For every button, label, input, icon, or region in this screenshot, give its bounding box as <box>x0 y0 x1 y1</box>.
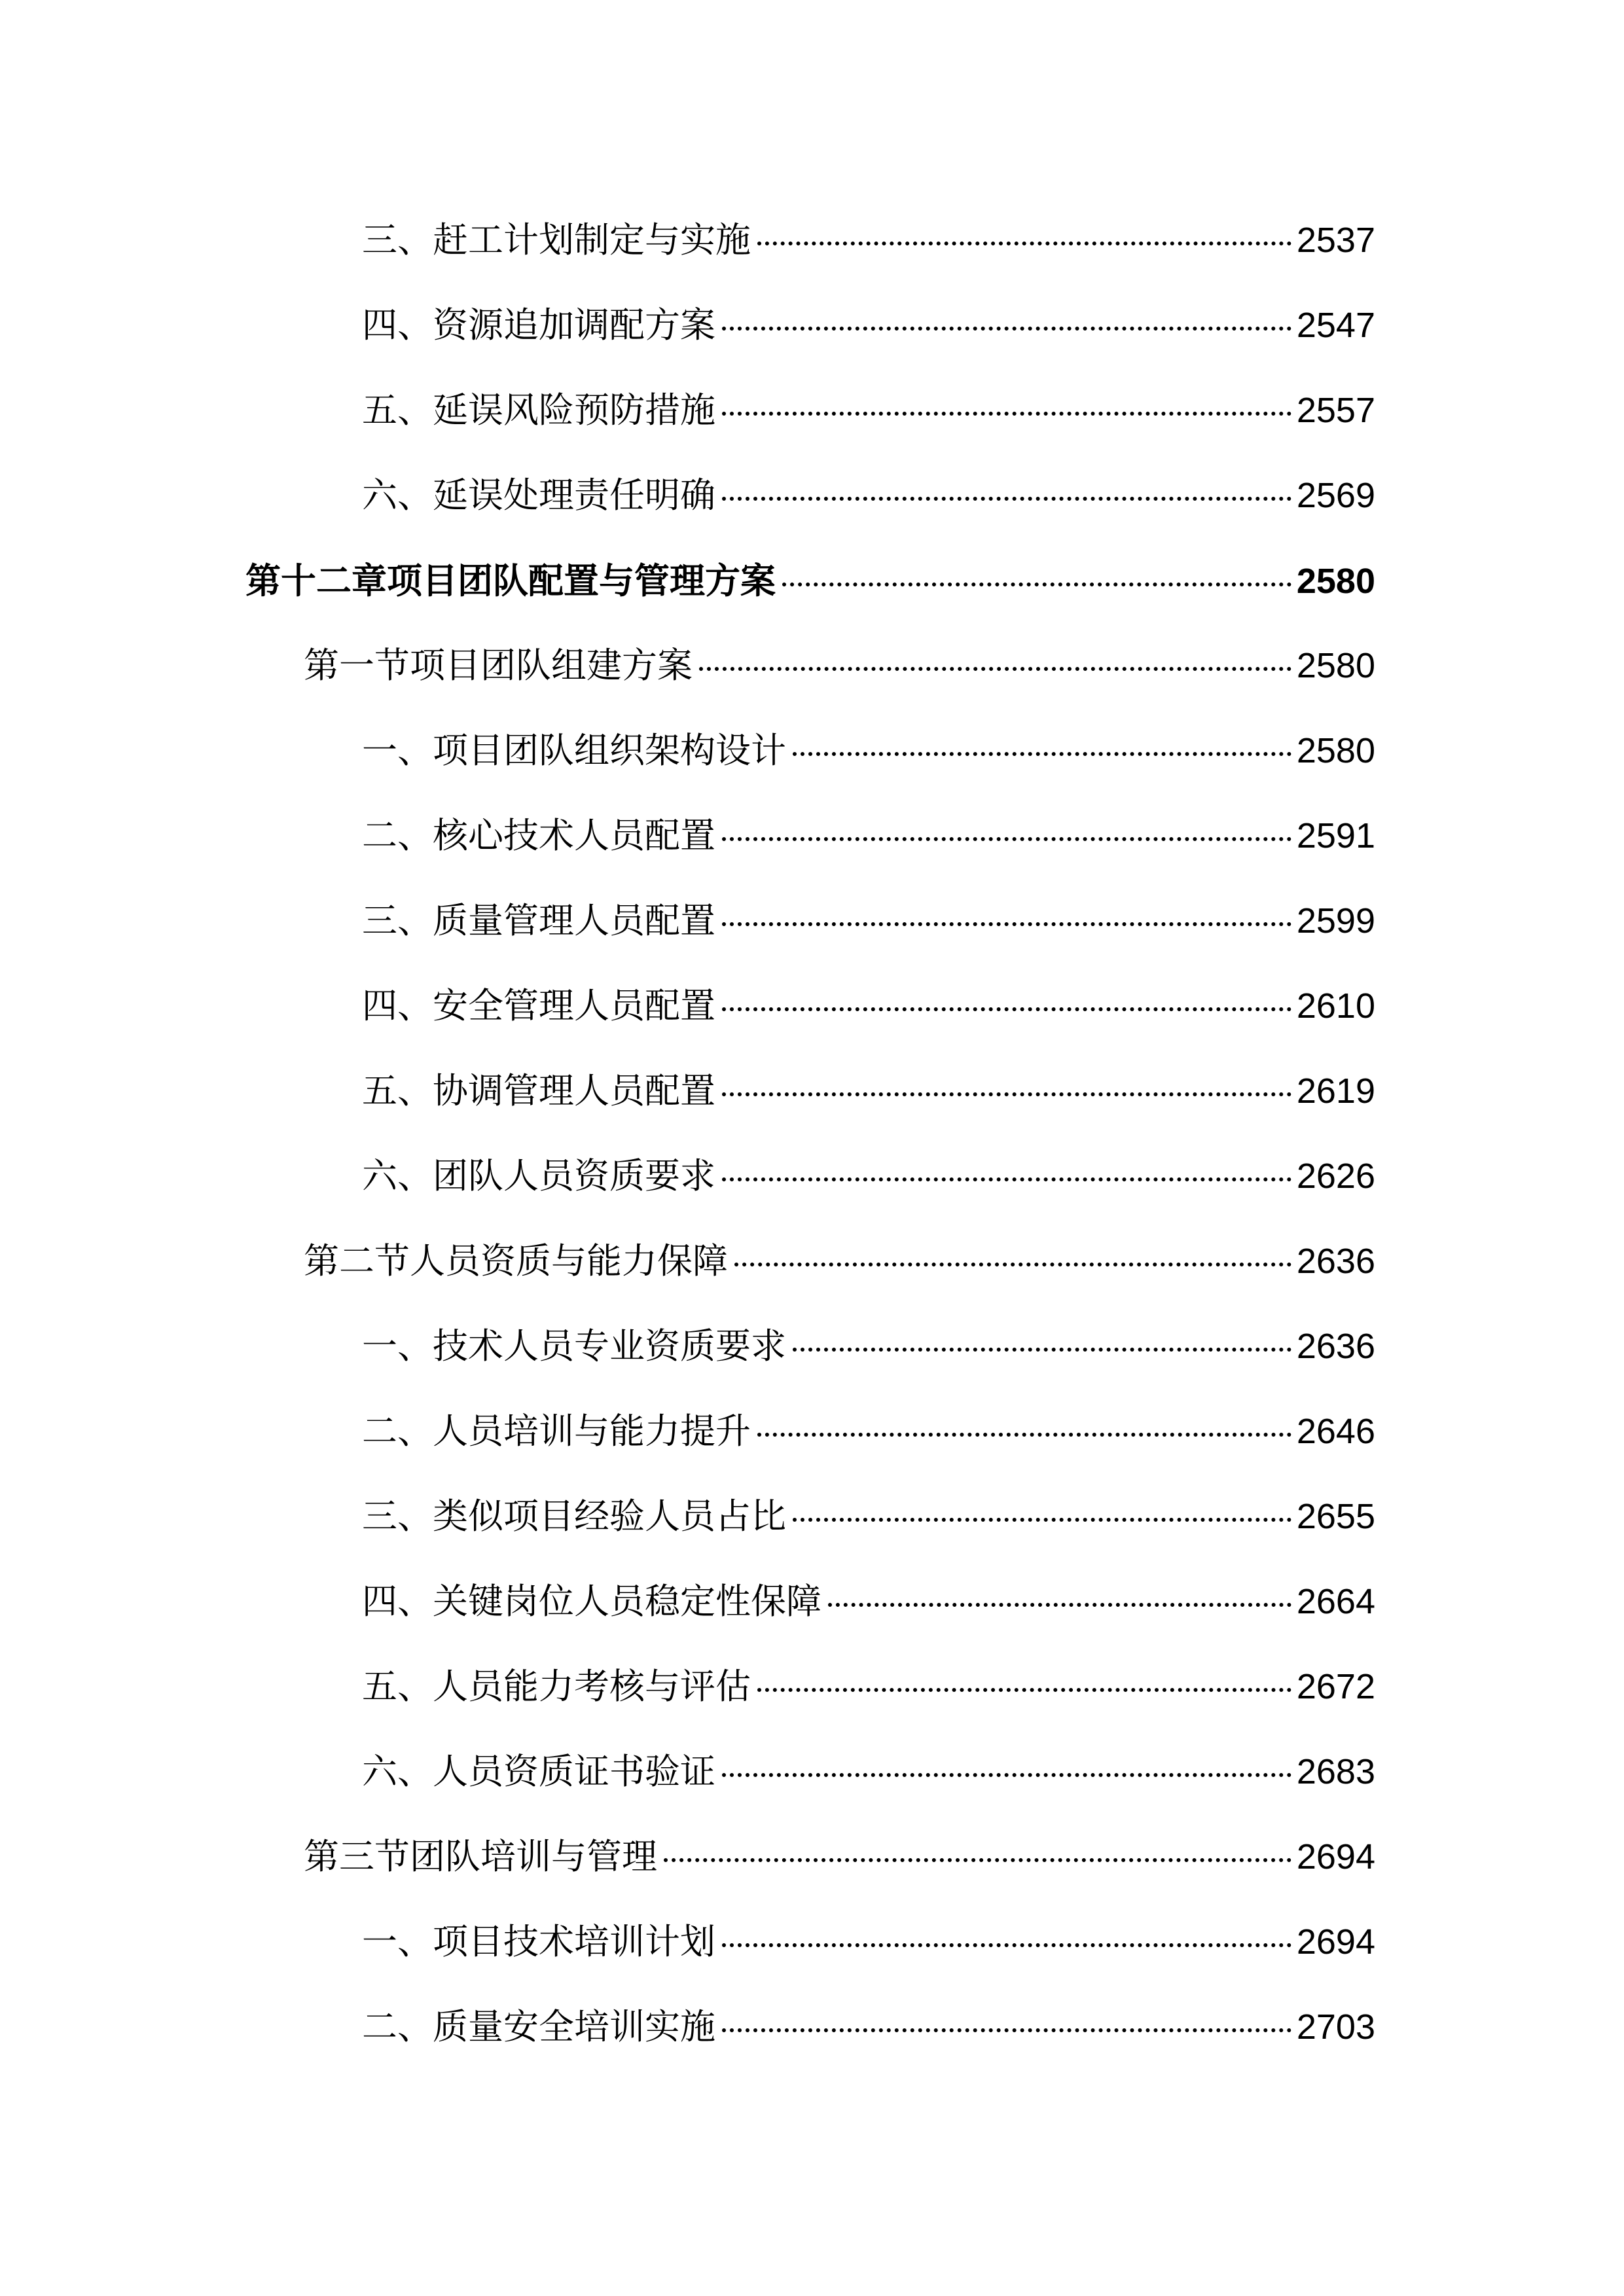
toc-leader-dots <box>828 1603 1291 1607</box>
toc-entry-title: 一、项目技术培训计划 <box>362 1921 715 1962</box>
toc-entry-title: 五、协调管理人员配置 <box>362 1070 715 1111</box>
toc-entry-page: 2672 <box>1296 1667 1375 1706</box>
toc-entry[interactable] <box>0 891 1624 950</box>
toc-entry-title: 第一节项目团队组建方案 <box>304 645 693 686</box>
toc-entry-page: 2580 <box>1296 646 1375 685</box>
toc-entry-page: 2591 <box>1296 816 1375 855</box>
toc-leader-dots <box>734 1263 1291 1266</box>
toc-leader-dots <box>722 1007 1291 1011</box>
toc-entry-page: 2557 <box>1296 391 1375 430</box>
toc-entry[interactable] <box>0 721 1624 780</box>
toc-entry-page: 2610 <box>1296 986 1375 1026</box>
toc-entry-title: 四、关键岗位人员稳定性保障 <box>362 1581 821 1622</box>
toc-entry-title: 三、质量管理人员配置 <box>362 900 715 941</box>
toc-entry-page: 2636 <box>1296 1242 1375 1281</box>
toc-entry-page: 2599 <box>1296 901 1375 941</box>
toc-entry-title: 第三节团队培训与管理 <box>304 1836 657 1877</box>
toc-entry-title: 三、赶工计划制定与实施 <box>362 219 751 260</box>
toc-entry-title: 二、核心技术人员配置 <box>362 815 715 856</box>
toc-entry[interactable] <box>0 1147 1624 1206</box>
toc-leader-dots <box>757 1433 1291 1437</box>
toc-entry-title: 四、安全管理人员配置 <box>362 985 715 1026</box>
toc-entry-section[interactable] <box>0 1827 1624 1886</box>
toc-entry-title: 二、质量安全培训实施 <box>362 2006 715 2047</box>
toc-entry-title: 五、延误风险预防措施 <box>362 389 715 431</box>
toc-entry-page: 2703 <box>1296 2007 1375 2047</box>
toc-leader-dots <box>757 242 1291 245</box>
toc-entry-page: 2664 <box>1296 1582 1375 1621</box>
toc-entry[interactable] <box>0 1657 1624 1716</box>
toc-entry-page: 2683 <box>1296 1752 1375 1791</box>
toc-entry-page: 2626 <box>1296 1157 1375 1196</box>
toc-entry-title: 六、延误处理责任明确 <box>362 475 715 516</box>
toc-entry-title: 一、技术人员专业资质要求 <box>362 1325 786 1367</box>
toc-leader-dots <box>782 583 1291 586</box>
toc-leader-dots <box>722 497 1291 501</box>
toc-entry-page: 2547 <box>1296 306 1375 345</box>
toc-leader-dots <box>722 1773 1291 1777</box>
toc-entry-page: 2580 <box>1296 731 1375 770</box>
toc-entry[interactable] <box>0 1998 1624 2056</box>
toc-leader-dots <box>699 667 1291 671</box>
toc-entry-page: 2646 <box>1296 1412 1375 1451</box>
toc-entry[interactable] <box>0 466 1624 525</box>
toc-leader-dots <box>722 1943 1291 1947</box>
toc-entry-title: 六、人员资质证书验证 <box>362 1751 715 1792</box>
toc-leader-dots <box>722 922 1291 926</box>
toc-leader-dots <box>722 412 1291 416</box>
toc-entry-section[interactable] <box>0 1232 1624 1291</box>
toc-entry-page: 2655 <box>1296 1497 1375 1536</box>
toc-entry-title: 三、类似项目经验人员占比 <box>362 1496 786 1537</box>
toc-entry-page: 2569 <box>1296 476 1375 515</box>
toc-leader-dots <box>722 1092 1291 1096</box>
toc-entry-title: 第二节人员资质与能力保障 <box>304 1240 728 1282</box>
toc-leader-dots <box>757 1688 1291 1692</box>
toc-entry-title: 五、人员能力考核与评估 <box>362 1666 751 1707</box>
toc-leader-dots <box>793 1348 1291 1352</box>
toc-leader-dots <box>793 1518 1291 1522</box>
toc-entry-title: 四、资源追加调配方案 <box>362 304 715 346</box>
toc-entry-page: 2636 <box>1296 1327 1375 1366</box>
toc-entry[interactable] <box>0 1402 1624 1461</box>
toc-entry-page: 2619 <box>1296 1071 1375 1111</box>
toc-entry[interactable] <box>0 211 1624 270</box>
toc-entry[interactable] <box>0 806 1624 865</box>
toc-entry[interactable] <box>0 1317 1624 1376</box>
toc-entry[interactable] <box>0 381 1624 440</box>
toc-leader-dots <box>722 1177 1291 1181</box>
toc-leader-dots <box>793 752 1291 756</box>
toc-entry[interactable] <box>0 1742 1624 1801</box>
toc-entry-title: 六、团队人员资质要求 <box>362 1155 715 1196</box>
toc-entry-page: 2580 <box>1296 562 1375 601</box>
toc-entry[interactable] <box>0 296 1624 355</box>
toc-leader-dots <box>722 327 1291 331</box>
toc-leader-dots <box>722 837 1291 841</box>
toc-entry-page: 2537 <box>1296 221 1375 260</box>
toc-entry[interactable] <box>0 977 1624 1035</box>
toc-entry[interactable] <box>0 1487 1624 1546</box>
toc-entry-section[interactable] <box>0 636 1624 695</box>
toc-leader-dots <box>664 1858 1291 1862</box>
toc-entry-title: 第十二章项目团队配置与管理方案 <box>245 560 776 601</box>
toc-entry-title: 一、项目团队组织架构设计 <box>362 730 786 771</box>
toc-entry-page: 2694 <box>1296 1837 1375 1876</box>
toc-entry-title: 二、人员培训与能力提升 <box>362 1410 751 1452</box>
toc-entry-page: 2694 <box>1296 1922 1375 1962</box>
toc-entry[interactable] <box>0 1062 1624 1121</box>
toc-leader-dots <box>722 2028 1291 2032</box>
toc-entry[interactable] <box>0 1572 1624 1631</box>
toc-entry-chapter[interactable] <box>0 551 1624 610</box>
toc-entry[interactable] <box>0 1912 1624 1971</box>
